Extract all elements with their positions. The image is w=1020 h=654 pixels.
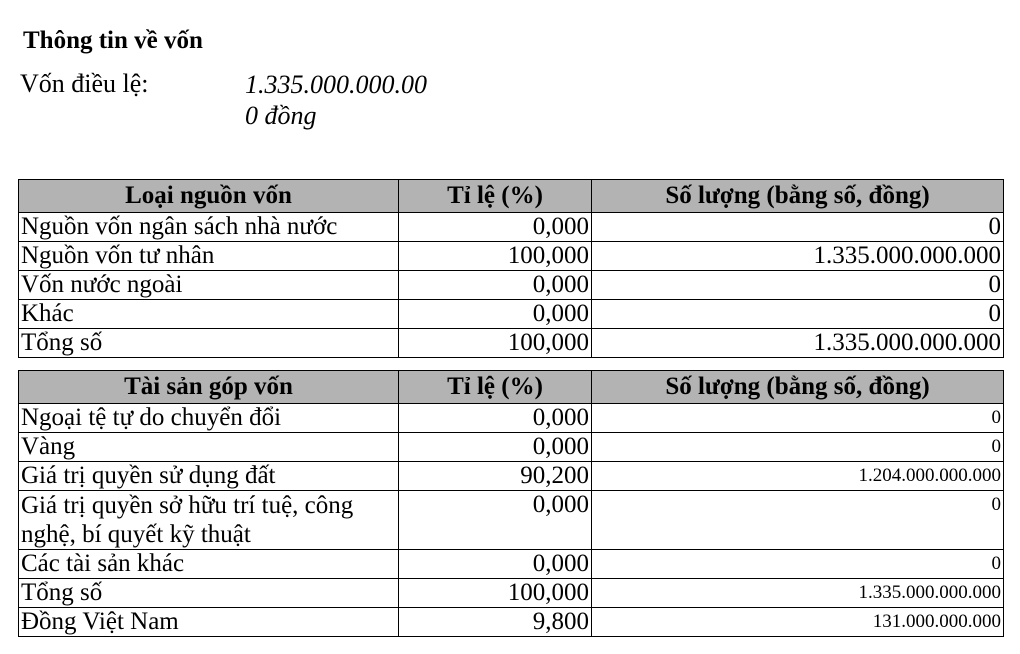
- row-ratio: 90,200: [399, 462, 592, 491]
- row-amount: 1.204.000.000.000: [592, 462, 1004, 491]
- column-header-amount: Số lượng (bằng số, đồng): [592, 180, 1004, 213]
- contributed-assets-table: [18, 370, 1004, 637]
- row-amount: 1.335.000.000.000: [592, 579, 1004, 608]
- row-name: Vàng: [19, 433, 399, 462]
- row-ratio: 100,000: [399, 242, 592, 271]
- table-row: [19, 608, 1004, 637]
- table-row: [19, 550, 1004, 579]
- row-ratio: 100,000: [399, 329, 592, 358]
- row-ratio: 100,000: [399, 579, 592, 608]
- row-name: Các tài sản khác: [19, 550, 399, 579]
- charter-capital-value: [245, 69, 427, 131]
- row-amount: 0: [592, 433, 1004, 462]
- table-header-row: [19, 180, 1004, 213]
- table-total-row: [19, 329, 1004, 358]
- row-name: Giá trị quyền sở hữu trí tuệ, công nghệ, bí quyết kỹ thuật: [19, 491, 399, 550]
- row-amount: 0: [592, 271, 1004, 300]
- row-amount: 1.335.000.000.000: [592, 329, 1004, 358]
- capital-sources-table: [18, 179, 1004, 358]
- row-amount: 0: [592, 404, 1004, 433]
- row-name: Giá trị quyền sử dụng đất: [19, 462, 399, 491]
- row-name: Vốn nước ngoài: [19, 271, 399, 300]
- row-ratio: 0,000: [399, 213, 592, 242]
- row-name: Tổng số: [19, 329, 399, 358]
- table-row: [19, 491, 1004, 550]
- row-name: Tổng số: [19, 579, 399, 608]
- section-title: Thông tin về vốn: [23, 27, 203, 54]
- table-row: [19, 433, 1004, 462]
- column-header-asset-type: Tài sản góp vốn: [19, 371, 399, 404]
- row-ratio: 0,000: [399, 550, 592, 579]
- table-row: [19, 404, 1004, 433]
- column-header-amount: Số lượng (bằng số, đồng): [592, 371, 1004, 404]
- charter-capital-value-line2: 0 đồng: [245, 101, 317, 130]
- charter-capital-value-line1: 1.335.000.000.00: [245, 70, 427, 99]
- column-header-ratio: Tỉ lệ (%): [399, 371, 592, 404]
- row-ratio: 0,000: [399, 404, 592, 433]
- row-ratio: 9,800: [399, 608, 592, 637]
- table-header-row: [19, 371, 1004, 404]
- row-amount: 1.335.000.000.000: [592, 242, 1004, 271]
- row-amount: 0: [592, 300, 1004, 329]
- row-ratio: 0,000: [399, 491, 592, 550]
- column-header-source-type: Loại nguồn vốn: [19, 180, 399, 213]
- table-row: [19, 271, 1004, 300]
- column-header-ratio: Tỉ lệ (%): [399, 180, 592, 213]
- row-name: Ngoại tệ tự do chuyển đổi: [19, 404, 399, 433]
- row-amount: 131.000.000.000: [592, 608, 1004, 637]
- table-row: [19, 462, 1004, 491]
- row-amount: 0: [592, 213, 1004, 242]
- table-total-row: [19, 579, 1004, 608]
- row-ratio: 0,000: [399, 433, 592, 462]
- table-row: [19, 213, 1004, 242]
- row-amount: 0: [592, 491, 1004, 550]
- table-row: [19, 300, 1004, 329]
- table-row: [19, 242, 1004, 271]
- row-ratio: 0,000: [399, 300, 592, 329]
- row-name: Khác: [19, 300, 399, 329]
- row-amount: 0: [592, 550, 1004, 579]
- row-ratio: 0,000: [399, 271, 592, 300]
- charter-capital-label: Vốn điều lệ:: [20, 69, 149, 98]
- row-name: Nguồn vốn tư nhân: [19, 242, 399, 271]
- row-name: Nguồn vốn ngân sách nhà nước: [19, 213, 399, 242]
- row-name: Đồng Việt Nam: [19, 608, 399, 637]
